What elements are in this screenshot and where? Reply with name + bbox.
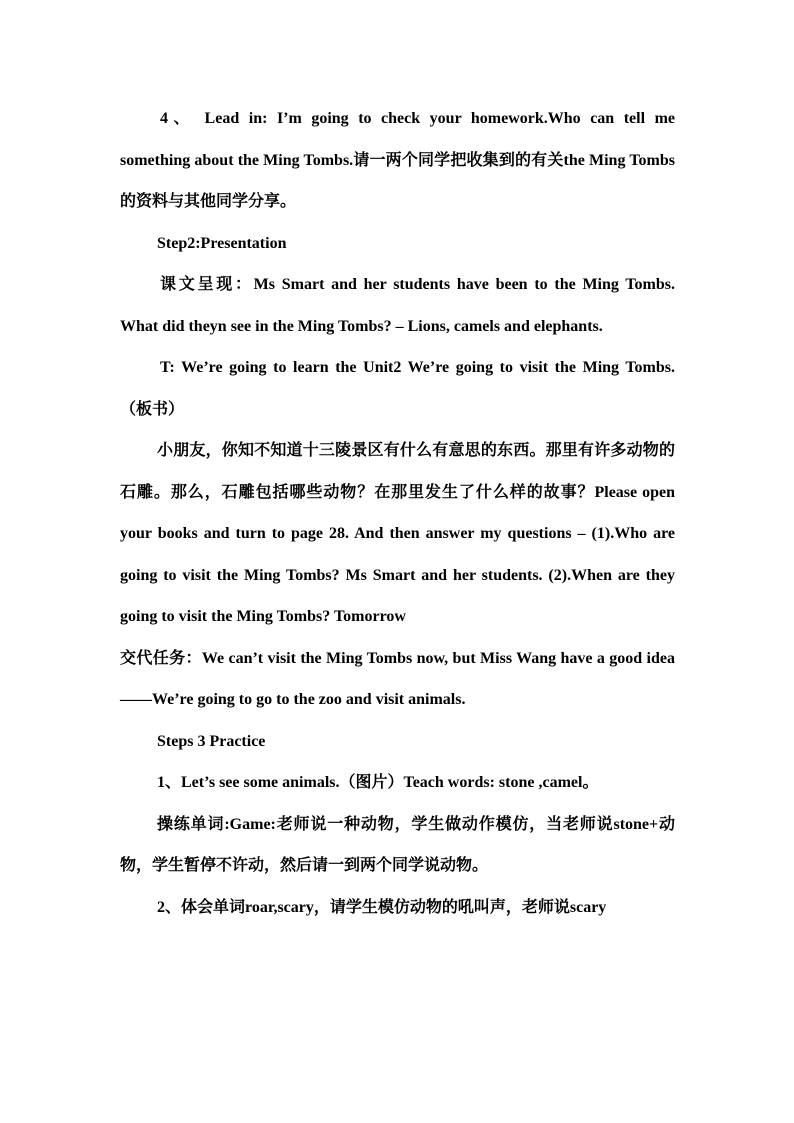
word-drill-paragraph: 操练单词:Game:老师说一种动物，学生做动作模仿，当老师说stone+动物，学生暂停不许动，然后请一到两个同学说动物。: [120, 815, 675, 874]
step3-heading: Steps 3 Practice: [157, 732, 266, 750]
text-presentation-paragraph: 课文呈现：Ms Smart and her students have been to the Ming Tombs. What did theyn see in the Ming Tombs? – Lions, camels and elephants.: [120, 276, 675, 335]
step2-heading: Step2:Presentation: [157, 234, 287, 252]
practice-item-1: 1、Let’s see some animals.（图片）Teach words: stone ,camel。: [157, 774, 599, 791]
lead-in-paragraph: 4、 Lead in: I’m going to check your homework.Who can tell me something about the Ming Tombs.请一两个同学把收集到的有关the Ming Tombs的资料与其他同学分享。: [120, 110, 675, 210]
document-page: [120, 98, 675, 928]
teacher-intro-paragraph: T: We’re going to learn the Unit2 We’re going to visit the Ming Tombs. （板书）: [120, 359, 675, 418]
practice-item-2: 2、体会单词roar,scary，请学生模仿动物的吼叫声，老师说scary: [157, 898, 607, 916]
questions-paragraph: 小朋友，你知不知道十三陵景区有什么有意思的东西。那里有许多动物的石雕。那么，石雕包括哪些动物？在那里发生了什么样的故事？Please open your books and turn to page 28. And then answer my questions – (1).Who are going to visit the Ming Tombs? Ms Smart and her students. (2).When are they going to visit the Ming Tombs? Tomorrow: [120, 442, 675, 625]
task-paragraph: 交代任务：We can’t visit the Ming Tombs now, but Miss Wang have a good idea——We’re going to go to the zoo and visit animals.: [120, 649, 675, 708]
